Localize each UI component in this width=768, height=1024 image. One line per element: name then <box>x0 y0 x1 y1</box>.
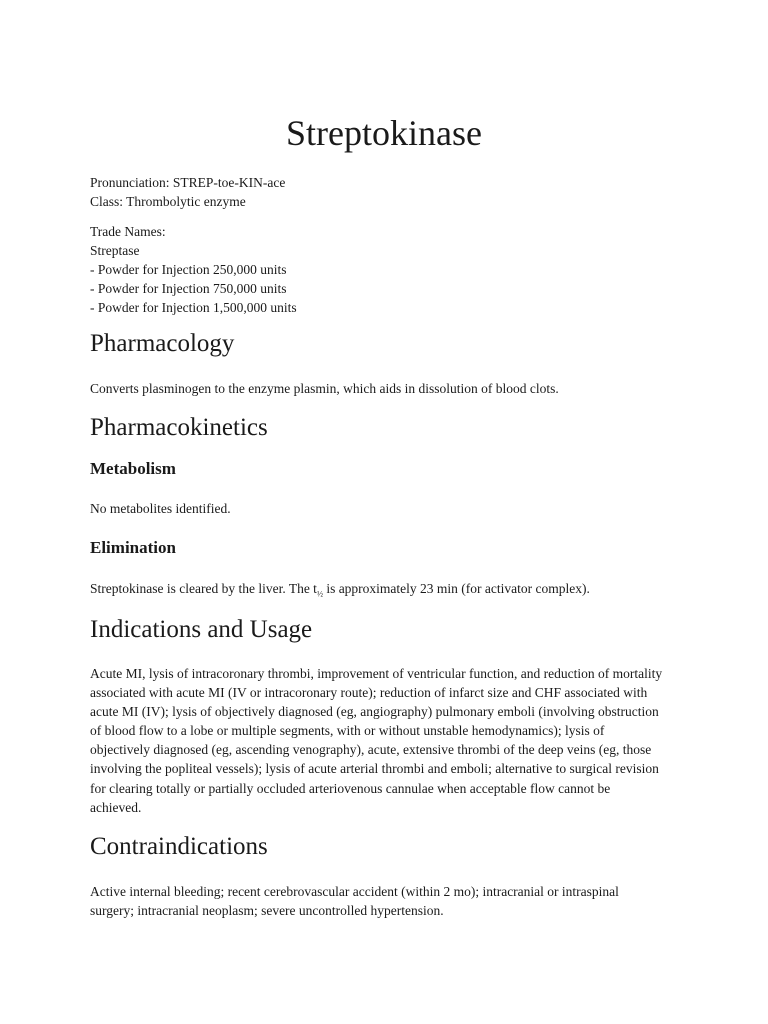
trade-names-label: Trade Names: <box>90 224 166 239</box>
elimination-text <box>90 579 590 604</box>
trade-name: Streptase <box>90 243 140 258</box>
indications-text <box>90 664 690 817</box>
contraindications-heading: Contraindications <box>90 833 268 860</box>
pharmacokinetics-heading: Pharmacokinetics <box>90 414 268 441</box>
contraindications-text <box>90 882 690 920</box>
elimination-text-after: is approximately 23 min (for activator complex). <box>322 581 590 596</box>
pharmacology-heading: Pharmacology <box>90 330 235 357</box>
form-item: - Powder for Injection 250,000 units <box>90 262 287 277</box>
elimination-heading: Elimination <box>90 538 176 557</box>
form-item: - Powder for Injection 1,500,000 units <box>90 300 297 315</box>
text-line: Active internal bleeding; recent cerebrovascular accident (within 2 mo); intracranial or intraspinal <box>90 884 619 899</box>
text-line: objectively diagnosed (eg, ascending venography), acute, extensive thrombi of the deep veins (eg, those <box>90 742 652 758</box>
pharmacology-text: Converts plasminogen to the enzyme plasmin, which aids in dissolution of blood clots. <box>90 381 559 396</box>
half-life-subscript: ½ <box>316 589 323 599</box>
page-title: Streptokinase <box>286 113 482 153</box>
form-item: - Powder for Injection 750,000 units <box>90 281 287 296</box>
text-line: associated with acute MI (IV or intracoronary route); reduction of infarct size and CHF associated with <box>90 685 648 701</box>
metabolism-heading: Metabolism <box>90 459 176 478</box>
text-line: Acute MI, lysis of intracoronary thrombi, improvement of ventricular function, and reduction of mortality <box>90 666 663 681</box>
class-line: Class: Thrombolytic enzyme <box>90 194 246 209</box>
text-line: acute MI (IV); lysis of objectively diagnosed (eg, angiography) pulmonary emboli (involving obstruction <box>90 704 659 720</box>
elimination-text-before: Streptokinase is cleared by the liver. The t <box>90 581 317 596</box>
text-line: involving the popliteal vessels); lysis of acute arterial thrombi and emboli; alternative to surgical revision <box>90 761 659 777</box>
text-line: of blood flow to a lobe or multiple segments, with or without unstable hemodynamics); lysis of <box>90 723 605 739</box>
text-line: for clearing totally or partially occluded arteriovenous cannulae when acceptable flow cannot be <box>90 780 611 796</box>
text-line: achieved. <box>90 799 142 815</box>
metabolism-text: No metabolites identified. <box>90 501 231 516</box>
pronunciation-line: Pronunciation: STREP-toe-KIN-ace <box>90 175 286 190</box>
indications-heading: Indications and Usage <box>90 616 313 643</box>
text-line: surgery; intracranial neoplasm; severe uncontrolled hypertension. <box>90 903 444 919</box>
